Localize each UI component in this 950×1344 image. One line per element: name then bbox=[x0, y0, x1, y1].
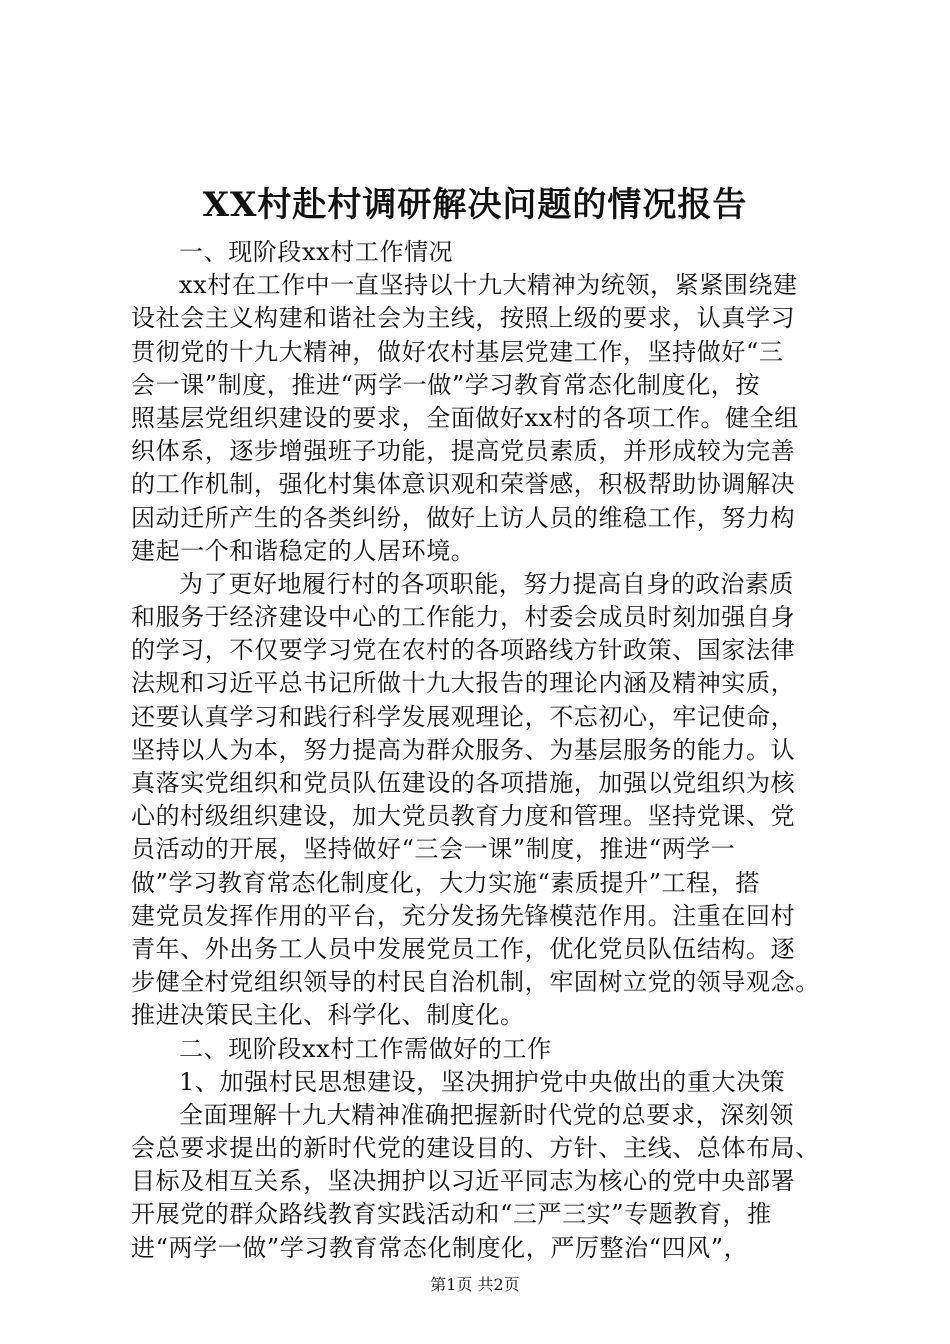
text-line: 因动迁所产生的各类纠纷，做好上访人员的维稳工作，努力构 bbox=[131, 503, 796, 532]
text-line: 真落实党组织和党员队伍建设的各项措施，加强以党组织为核 bbox=[131, 769, 796, 797]
text-line: 法规和习近平总书记所做十九大报告的理论内涵及精神实质， bbox=[131, 669, 796, 698]
text-line: 心的村级组织建设，加大党员教育力度和管理。坚持党课、党 bbox=[131, 802, 796, 831]
text-line: 会一课”制度，推进“两学一做”学习教育常态化制度化，按 bbox=[131, 370, 761, 399]
text-line: 开展党的群众路线教育实践活动和“三严三实”专题教育，推 bbox=[131, 1200, 772, 1229]
document-title: XX村赴村调研解决问题的情况报告 bbox=[202, 185, 748, 225]
text-line: 进“两学一做”学习教育常态化制度化，严厉整治“四风”， bbox=[131, 1233, 749, 1262]
text-line: 1、加强村民思想建设，坚决拥护党中央做出的重大决策 bbox=[179, 1067, 786, 1096]
text-line: 二、现阶段xx村工作需做好的工作 bbox=[179, 1034, 552, 1063]
text-line: 照基层党组织建设的要求，全面做好xx村的各项工作。健全组 bbox=[131, 403, 799, 432]
text-line: 设社会主义构建和谐社会为主线，按照上级的要求，认真学习 bbox=[131, 304, 796, 333]
text-line: 织体系，逐步增强班子功能，提高党员素质，并形成较为完善 bbox=[131, 437, 796, 466]
text-line: 和服务于经济建设中心的工作能力，村委会成员时刻加强自身 bbox=[131, 603, 796, 632]
text-line: 的学习，不仅要学习党在农村的各项路线方针政策、国家法律 bbox=[131, 636, 796, 665]
text-line: 坚持以人为本，努力提高为群众服务、为基层服务的能力。认 bbox=[131, 735, 796, 764]
text-line: 建起一个和谐稳定的人居环境。 bbox=[131, 536, 476, 565]
text-line: 还要认真学习和践行科学发展观理论，不忘初心，牢记使命， bbox=[131, 702, 796, 731]
text-line: 青年、外出务工人员中发展党员工作，优化党员队伍结构。逐 bbox=[131, 934, 796, 963]
text-line: 会总要求提出的新时代党的建设目的、方针、主线、总体布局、 bbox=[131, 1134, 820, 1163]
text-line: 的工作机制，强化村集体意识观和荣誉感，积极帮助协调解决 bbox=[131, 470, 796, 499]
text-line: 为了更好地履行村的各项职能，努力提高自身的政治素质 bbox=[179, 569, 794, 598]
text-line: 建党员发挥作用的平台，充分发扬先锋模范作用。注重在回村 bbox=[131, 901, 796, 930]
text-line: 全面理解十九大精神准确把握新时代党的总要求，深刻领 bbox=[179, 1100, 794, 1129]
text-line: 一、现阶段xx村工作情况 bbox=[179, 238, 454, 266]
text-line: xx村在工作中一直坚持以十九大精神为统领，紧紧围绕建 bbox=[179, 271, 798, 300]
text-line: 贯彻党的十九大精神，做好农村基层党建工作，坚持做好“三 bbox=[131, 337, 784, 366]
text-line: 员活动的开展，坚持做好“三会一课”制度，推进“两学一 bbox=[131, 835, 736, 864]
text-line: 做”学习教育常态化制度化，大力实施“素质提升”工程，搭 bbox=[131, 868, 761, 897]
page-footer: 第1页 共2页 bbox=[430, 1275, 520, 1294]
text-line: 推进决策民主化、科学化、制度化。 bbox=[131, 1001, 525, 1030]
text-line: 目标及相互关系，坚决拥护以习近平同志为核心的党中央部署 bbox=[131, 1167, 796, 1196]
document-body bbox=[131, 236, 861, 1265]
text-line: 步健全村党组织领导的村民自治机制，牢固树立党的领导观念。 bbox=[131, 968, 820, 997]
